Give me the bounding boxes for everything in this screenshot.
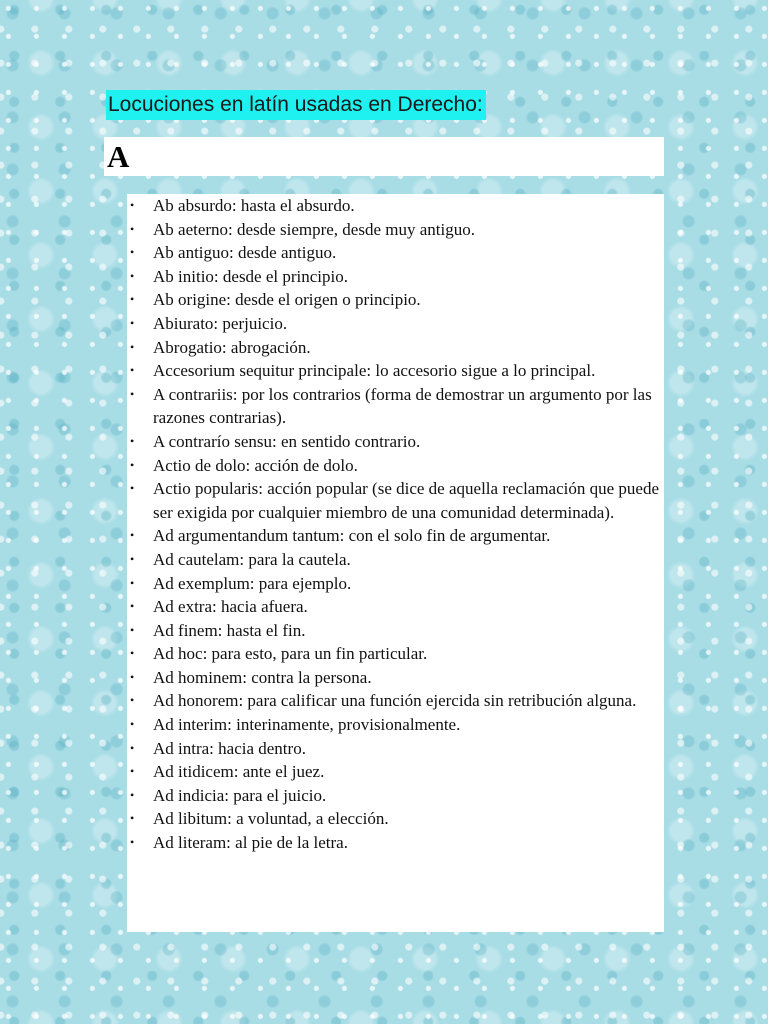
list-item-text: Ad hoc: para esto, para un fin particular. (153, 644, 428, 664)
list-item (127, 689, 664, 713)
list-item (127, 477, 664, 524)
list-item-text: Ad indicia: para el juicio. (153, 785, 327, 805)
list-item-text: Ab antiguo: desde antiguo. (153, 243, 337, 263)
list-item (127, 336, 664, 360)
list-item (127, 430, 664, 454)
list-item (127, 312, 664, 336)
list-item-text: Ad honorem: para calificar una función ejercida sin retribución alguna. (153, 691, 637, 711)
bullet-icon: • (130, 315, 135, 330)
list-item (127, 548, 664, 572)
bullet-icon: • (130, 835, 135, 850)
list-item (127, 760, 664, 784)
bullet-icon: • (130, 481, 135, 496)
bullet-icon: • (130, 787, 135, 802)
page-title: Locuciones en latín usadas en Derecho: (106, 90, 486, 120)
list-item-text: Ad cautelam: para la cautela. (153, 549, 351, 569)
list-item (127, 572, 664, 596)
list-item (127, 359, 664, 383)
bullet-icon: • (130, 221, 135, 236)
bullet-icon: • (130, 599, 135, 614)
list-item-text: Ad argumentandum tantum: con el solo fin de argumentar. (153, 526, 551, 546)
list-item-text: Ab origine: desde el origen o principio. (153, 290, 421, 310)
list-item-text: Ad libitum: a voluntad, a elección. (153, 809, 389, 829)
list-item-text: Ab initio: desde el principio. (153, 266, 348, 286)
list-item-text: Abrogatio: abrogación. (153, 337, 311, 357)
bullet-icon: • (130, 693, 135, 708)
bullet-icon: • (130, 811, 135, 826)
list-item-text: Ad exemplum: para ejemplo. (153, 573, 352, 593)
list-item-text: Ad itidicem: ante el juez. (153, 762, 325, 782)
list-item (127, 831, 664, 855)
list-item (127, 194, 664, 218)
bullet-icon: • (130, 198, 135, 212)
list-item-text: Actio de dolo: acción de dolo. (153, 455, 358, 475)
bullet-icon: • (130, 268, 135, 283)
bullet-icon: • (130, 245, 135, 260)
term-list-panel (127, 194, 664, 932)
bullet-icon: • (130, 575, 135, 590)
bullet-icon: • (130, 622, 135, 637)
list-item-text: Ad finem: hasta el fin. (153, 620, 306, 640)
list-item (127, 265, 664, 289)
list-item-text: Accesorium sequitur principale: lo accesorio sigue a lo principal. (153, 361, 596, 381)
list-item (127, 383, 664, 430)
list-item-text: Ab absurdo: hasta el absurdo. (153, 196, 355, 215)
list-item-text: Ad intra: hacia dentro. (153, 738, 306, 758)
list-item (127, 737, 664, 761)
list-item (127, 454, 664, 478)
bullet-icon: • (130, 669, 135, 684)
section-header (104, 137, 664, 176)
list-item-text: Actio popularis: acción popular (se dice de aquella reclamación que puede ser exigida por cualquier miembro de una comunidad determinada). (153, 479, 660, 522)
bullet-icon: • (130, 433, 135, 448)
list-item (127, 807, 664, 831)
list-item (127, 595, 664, 619)
list-item-text: A contrarío sensu: en sentido contrario. (153, 431, 421, 451)
term-list (127, 194, 664, 855)
list-item (127, 619, 664, 643)
list-item (127, 241, 664, 265)
bullet-icon: • (130, 339, 135, 354)
bullet-icon: • (130, 528, 135, 543)
bullet-icon: • (130, 292, 135, 307)
list-item (127, 713, 664, 737)
list-item (127, 218, 664, 242)
list-item (127, 288, 664, 312)
list-item (127, 784, 664, 808)
list-item-text: Ad interim: interinamente, provisionalmente. (153, 715, 461, 735)
bullet-icon: • (130, 717, 135, 732)
list-item-text: Ad hominem: contra la persona. (153, 667, 372, 687)
list-item-text: Ad extra: hacia afuera. (153, 597, 308, 617)
bullet-icon: • (130, 646, 135, 661)
list-item (127, 642, 664, 666)
bullet-icon: • (130, 551, 135, 566)
list-item (127, 524, 664, 548)
bullet-icon: • (130, 363, 135, 378)
list-item-text: Ab aeterno: desde siempre, desde muy antiguo. (153, 219, 475, 239)
list-item-text: Abiurato: perjuicio. (153, 313, 288, 333)
list-item-text: Ad literam: al pie de la letra. (153, 833, 348, 853)
list-item (127, 666, 664, 690)
bullet-icon: • (130, 386, 135, 401)
bullet-icon: • (130, 764, 135, 779)
bullet-icon: • (130, 457, 135, 472)
bullet-icon: • (130, 740, 135, 755)
list-item-text: A contrariis: por los contrarios (forma de demostrar un argumento por las razones contrarias). (153, 384, 652, 428)
section-letter: A (107, 139, 130, 174)
